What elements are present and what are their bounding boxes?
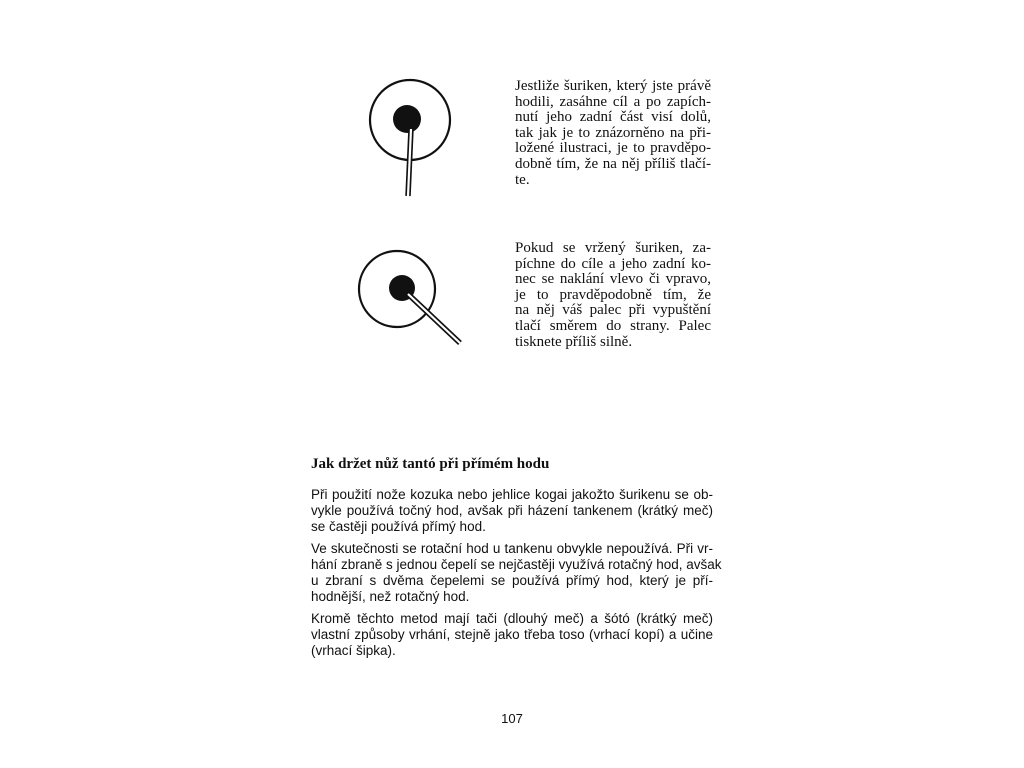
caption-1-line: Jestliže šuriken, který jste právě [515, 78, 711, 94]
paragraph-line: Kromě těchto metod mají tači (dlouhý meč) a šótó (krátký meč) [311, 611, 713, 626]
paragraph-line: Ve skutečnosti se rotační hod u tankenu obvykle nepoužívá. Při vr- [311, 541, 713, 556]
paragraph-line: vlastní způsoby vrhání, stejně jako třeba toso (vrhací kopí) a učine [311, 627, 713, 642]
caption-2-line: Pokud se vržený šuriken, za- [515, 240, 711, 256]
illustration-shuriken-tilted [356, 244, 468, 348]
page-number: 107 [501, 711, 523, 726]
target-with-shuriken-hanging-down-icon [364, 76, 460, 202]
caption-1-line: te. [515, 171, 530, 188]
caption-1-line: tak jak je to znázorněno na při- [515, 124, 711, 141]
caption-2-line: tlačí směrem do strany. Palec [515, 317, 711, 334]
caption-2-line: nec se naklání vlevo či vpravo, [515, 271, 711, 288]
paragraph-line: (vrhací šipka). [311, 643, 396, 658]
paragraph-line: Při použití nože kozuka nebo jehlice kogai jakožto šurikenu se ob- [311, 487, 713, 502]
body-paragraph-3 [311, 611, 713, 659]
paragraph-line: hodnější, než rotačný hod. [311, 589, 470, 604]
body-paragraph-2 [311, 541, 722, 605]
target-with-shuriken-tilted-sideways-icon [356, 244, 468, 348]
caption-1-line: nutí jeho zadní část visí dolů, [515, 109, 711, 126]
caption-2-line: píchne do cíle a jeho zadní ko- [515, 255, 711, 272]
body-paragraph-1 [311, 487, 713, 535]
caption-1-line: dobně tím, že na něj příliš tlačí- [515, 155, 711, 172]
paragraph-line: hání zbraně s jednou čepelí se nejčastěji využívá rotačný hod, avšak [311, 557, 722, 572]
illustration-shuriken-hanging [364, 76, 460, 202]
illustration-2-caption [515, 241, 711, 350]
caption-1-line: ložené ilustraci, je to pravděpo- [515, 140, 711, 157]
caption-1-line: hodili, zasáhne cíl a po zapích- [515, 93, 711, 110]
caption-2-line: je to pravděpodobně tím, že [515, 286, 711, 303]
section-heading: Jak držet nůž tantó při přímém hodu [311, 456, 550, 472]
paragraph-line: u zbraní s dvěma čepelemi se používá přímý hod, který je pří- [311, 573, 713, 588]
paragraph-line: se častěji používá přímý hod. [311, 519, 486, 534]
paragraph-line: vykle používá točný hod, avšak při házení tankenem (krátký meč) [311, 503, 713, 518]
caption-2-line: tisknete příliš silně. [515, 333, 633, 350]
caption-2-line: na něj váš palec při vypuštění [515, 302, 711, 319]
illustration-1-caption [515, 79, 711, 188]
